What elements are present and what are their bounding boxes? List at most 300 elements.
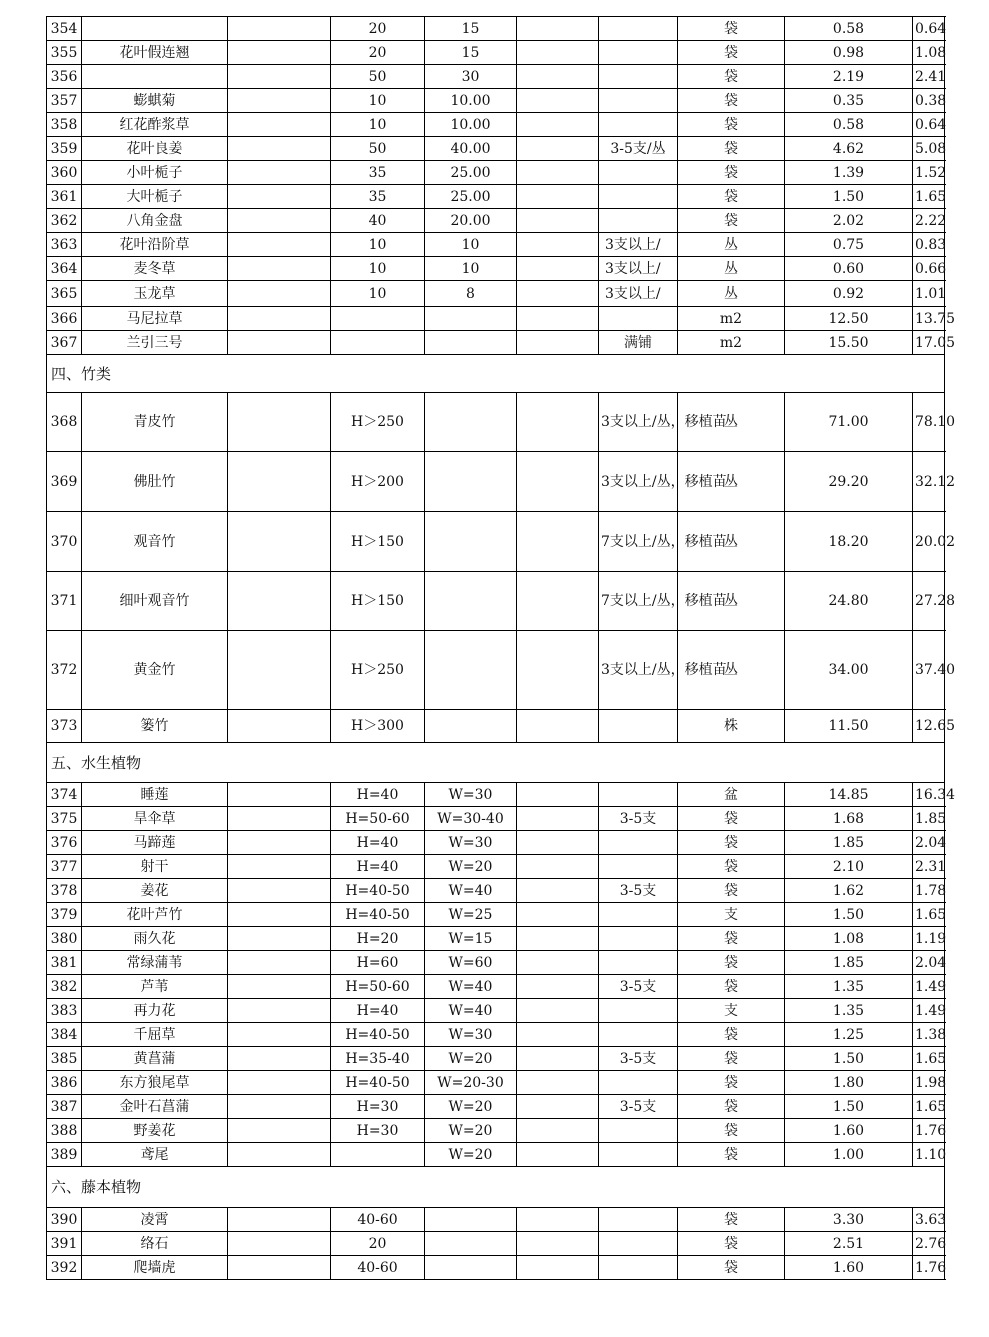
plant-name: 络石 (82, 1232, 228, 1256)
price-1: 1.60 (785, 1119, 913, 1143)
spec-height: H=50-60 (331, 807, 425, 831)
price-2: 2.31 (913, 855, 945, 879)
spec-height: H＞250 (331, 393, 425, 452)
empty-cell (517, 1119, 599, 1143)
table-row (47, 783, 945, 807)
price-2: 20.02 (913, 512, 945, 572)
price-2: 1.78 (913, 879, 945, 903)
price-1: 3.30 (785, 1208, 913, 1232)
row-number: 371 (47, 572, 82, 631)
section-header-row (47, 355, 945, 393)
plant-name: 兰引三号 (82, 331, 228, 355)
row-number: 354 (47, 17, 82, 41)
plant-name: 细叶观音竹 (82, 572, 228, 631)
empty-cell (517, 855, 599, 879)
row-number: 387 (47, 1095, 82, 1119)
spec-width (425, 452, 517, 512)
spec-height: H=40 (331, 783, 425, 807)
empty-cell (517, 41, 599, 65)
price-1: 2.10 (785, 855, 913, 879)
empty-cell (228, 927, 331, 951)
table-row (47, 879, 945, 903)
plant-name: 花叶芦竹 (82, 903, 228, 927)
plant-name: 马尼拉草 (82, 307, 228, 331)
unit: 袋 (678, 1095, 785, 1119)
table-row (47, 512, 945, 572)
price-1: 0.92 (785, 281, 913, 307)
empty-cell (228, 89, 331, 113)
table-row (47, 89, 945, 113)
note (599, 1208, 678, 1232)
row-number: 355 (47, 41, 82, 65)
table-row (47, 307, 945, 331)
spec-width: W=60 (425, 951, 517, 975)
note (599, 307, 678, 331)
empty-cell (517, 257, 599, 281)
plant-name: 玉龙草 (82, 281, 228, 307)
note: 3-5支 (599, 879, 678, 903)
row-number: 367 (47, 331, 82, 355)
spec-height: 50 (331, 137, 425, 161)
price-1: 1.35 (785, 975, 913, 999)
spec-width: W=20 (425, 1119, 517, 1143)
table-row (47, 452, 945, 512)
empty-cell (228, 452, 331, 512)
price-2: 0.38 (913, 89, 945, 113)
spec-width: W=30 (425, 831, 517, 855)
spec-height: 40 (331, 209, 425, 233)
price-1: 14.85 (785, 783, 913, 807)
spec-width: W=30-40 (425, 807, 517, 831)
table-row (47, 209, 945, 233)
price-2: 5.08 (913, 137, 945, 161)
empty-cell (517, 1143, 599, 1167)
row-number: 377 (47, 855, 82, 879)
spec-height: H=40 (331, 999, 425, 1023)
empty-cell (228, 951, 331, 975)
note: 3支以上/丛，移植苗 (599, 393, 678, 452)
note: 3-5支/丛 (599, 137, 678, 161)
plant-name: 千屈草 (82, 1023, 228, 1047)
unit: 丛 (678, 393, 785, 452)
unit: 丛 (678, 572, 785, 631)
row-number: 364 (47, 257, 82, 281)
spec-width: W=40 (425, 999, 517, 1023)
plant-name: 常绿蒲苇 (82, 951, 228, 975)
plant-name: 红花酢浆草 (82, 113, 228, 137)
unit: 袋 (678, 1047, 785, 1071)
note-text: 3支以上/ (605, 285, 661, 302)
unit: 袋 (678, 1023, 785, 1047)
price-2: 0.64 (913, 17, 945, 41)
spec-width (425, 393, 517, 452)
empty-cell (517, 1095, 599, 1119)
section-title: 四、竹类 (47, 355, 945, 393)
spec-width: W=40 (425, 975, 517, 999)
row-number: 370 (47, 512, 82, 572)
empty-cell (517, 113, 599, 137)
price-1: 34.00 (785, 631, 913, 710)
empty-cell (517, 137, 599, 161)
table-row (47, 393, 945, 452)
unit: 袋 (678, 1071, 785, 1095)
spec-height: 20 (331, 17, 425, 41)
empty-cell (228, 855, 331, 879)
price-2: 32.12 (913, 452, 945, 512)
price-2: 1.08 (913, 41, 945, 65)
price-2: 1.10 (913, 1143, 945, 1167)
plant-name: 八角金盘 (82, 209, 228, 233)
plant-name: 青皮竹 (82, 393, 228, 452)
empty-cell (228, 879, 331, 903)
plant-name: 马蹄莲 (82, 831, 228, 855)
plant-name: 东方狼尾草 (82, 1071, 228, 1095)
price-2: 2.76 (913, 1232, 945, 1256)
table-row (47, 113, 945, 137)
empty-cell (517, 393, 599, 452)
empty-cell (228, 65, 331, 89)
spec-height: H=40-50 (331, 1023, 425, 1047)
spec-height: 40-60 (331, 1256, 425, 1280)
empty-cell (228, 999, 331, 1023)
unit: 丛 (678, 452, 785, 512)
row-number: 389 (47, 1143, 82, 1167)
price-2: 2.41 (913, 65, 945, 89)
unit: 袋 (678, 807, 785, 831)
note (599, 855, 678, 879)
note (599, 17, 678, 41)
spec-height: H=30 (331, 1095, 425, 1119)
price-2: 1.85 (913, 807, 945, 831)
unit: 袋 (678, 65, 785, 89)
price-2: 1.65 (913, 903, 945, 927)
price-1: 0.35 (785, 89, 913, 113)
empty-cell (517, 512, 599, 572)
spec-height: H=35-40 (331, 1047, 425, 1071)
plant-name: 野姜花 (82, 1119, 228, 1143)
note: 3-5支 (599, 807, 678, 831)
empty-cell (517, 161, 599, 185)
row-number: 360 (47, 161, 82, 185)
price-2: 1.65 (913, 1047, 945, 1071)
unit: 支 (678, 999, 785, 1023)
empty-cell (228, 631, 331, 710)
row-number: 373 (47, 710, 82, 743)
plant-name: 再力花 (82, 999, 228, 1023)
table-row (47, 233, 945, 257)
spec-height: H=50-60 (331, 975, 425, 999)
empty-cell (228, 41, 331, 65)
plant-name: 蟛蜞菊 (82, 89, 228, 113)
empty-cell (228, 137, 331, 161)
spec-height: H=60 (331, 951, 425, 975)
spec-height: 10 (331, 281, 425, 307)
note (599, 41, 678, 65)
note: 3-5支 (599, 1047, 678, 1071)
row-number: 369 (47, 452, 82, 512)
unit: m2 (678, 331, 785, 355)
table-row (47, 185, 945, 209)
unit: 袋 (678, 975, 785, 999)
note (599, 783, 678, 807)
empty-cell (228, 393, 331, 452)
plant-name (82, 17, 228, 41)
spec-width: W=15 (425, 927, 517, 951)
spec-width (425, 572, 517, 631)
row-number: 391 (47, 1232, 82, 1256)
plant-name: 佛肚竹 (82, 452, 228, 512)
spec-width: W=20 (425, 1143, 517, 1167)
price-1: 12.50 (785, 307, 913, 331)
unit: 株 (678, 710, 785, 743)
price-1: 1.85 (785, 951, 913, 975)
price-2: 17.05 (913, 331, 945, 355)
row-number: 384 (47, 1023, 82, 1047)
plant-name: 麦冬草 (82, 257, 228, 281)
empty-cell (228, 331, 331, 355)
price-1: 2.02 (785, 209, 913, 233)
price-2: 2.04 (913, 831, 945, 855)
spec-width: W=20-30 (425, 1071, 517, 1095)
price-2: 1.65 (913, 185, 945, 209)
empty-cell (228, 161, 331, 185)
unit: 袋 (678, 1119, 785, 1143)
plant-name: 金叶石菖蒲 (82, 1095, 228, 1119)
unit: 袋 (678, 185, 785, 209)
note (599, 1232, 678, 1256)
table-row (47, 975, 945, 999)
empty-cell (228, 281, 331, 307)
empty-cell (228, 17, 331, 41)
note (599, 1071, 678, 1095)
price-1: 1.50 (785, 1095, 913, 1119)
table-row (47, 1143, 945, 1167)
spec-width: W=20 (425, 855, 517, 879)
note-text: 3支以上/ (605, 236, 661, 253)
row-number: 376 (47, 831, 82, 855)
row-number: 365 (47, 281, 82, 307)
table-row (47, 1119, 945, 1143)
empty-cell (517, 65, 599, 89)
plant-name: 花叶假连翘 (82, 41, 228, 65)
price-1: 1.35 (785, 999, 913, 1023)
price-1: 29.20 (785, 452, 913, 512)
table-row (47, 161, 945, 185)
plant-name: 大叶栀子 (82, 185, 228, 209)
row-number: 386 (47, 1071, 82, 1095)
price-1: 15.50 (785, 331, 913, 355)
price-2: 1.52 (913, 161, 945, 185)
plant-name: 花叶沿阶草 (82, 233, 228, 257)
unit: 袋 (678, 1208, 785, 1232)
section-header-row (47, 1167, 945, 1208)
note: 7支以上/丛，移植苗 (599, 512, 678, 572)
empty-cell (517, 17, 599, 41)
spec-height: H=40-50 (331, 879, 425, 903)
table-row (47, 1047, 945, 1071)
spec-width: 25.00 (425, 161, 517, 185)
empty-cell (517, 1256, 599, 1280)
empty-cell (228, 1095, 331, 1119)
table-body (47, 17, 956, 1280)
spec-height (331, 331, 425, 355)
unit: 袋 (678, 831, 785, 855)
empty-cell (517, 209, 599, 233)
unit: 丛 (678, 257, 785, 281)
table-row (47, 999, 945, 1023)
empty-cell (517, 307, 599, 331)
spec-height: 10 (331, 233, 425, 257)
spec-height: H=20 (331, 927, 425, 951)
spec-height: 20 (331, 41, 425, 65)
spec-height: 35 (331, 185, 425, 209)
table-row (47, 1208, 945, 1232)
note (599, 1119, 678, 1143)
empty-cell (517, 1208, 599, 1232)
empty-cell (228, 1071, 331, 1095)
row-number: 362 (47, 209, 82, 233)
empty-cell (517, 999, 599, 1023)
note (599, 903, 678, 927)
row-number: 375 (47, 807, 82, 831)
empty-cell (228, 807, 331, 831)
plant-name: 旱伞草 (82, 807, 228, 831)
spec-width (425, 331, 517, 355)
row-number: 361 (47, 185, 82, 209)
spec-height: H=40 (331, 831, 425, 855)
note (599, 209, 678, 233)
plant-name: 睡莲 (82, 783, 228, 807)
unit: 袋 (678, 209, 785, 233)
table-row (47, 1071, 945, 1095)
note: 3-5支 (599, 975, 678, 999)
plant-name: 花叶良姜 (82, 137, 228, 161)
empty-cell (517, 807, 599, 831)
note (599, 1256, 678, 1280)
spec-width: W=25 (425, 903, 517, 927)
row-number: 356 (47, 65, 82, 89)
spec-height: 50 (331, 65, 425, 89)
price-1: 2.51 (785, 1232, 913, 1256)
price-1: 1.50 (785, 185, 913, 209)
spec-width: 30 (425, 65, 517, 89)
price-2: 13.75 (913, 307, 945, 331)
price-1: 1.60 (785, 1256, 913, 1280)
empty-cell (517, 1232, 599, 1256)
note (599, 831, 678, 855)
plant-name: 篓竹 (82, 710, 228, 743)
price-2: 16.34 (913, 783, 945, 807)
unit: 袋 (678, 1232, 785, 1256)
spec-width: 40.00 (425, 137, 517, 161)
spec-height: H＞150 (331, 512, 425, 572)
spec-height: H=40-50 (331, 1071, 425, 1095)
empty-cell (228, 1047, 331, 1071)
table-row (47, 903, 945, 927)
unit: 袋 (678, 927, 785, 951)
plant-name: 小叶栀子 (82, 161, 228, 185)
spec-height: H＞150 (331, 572, 425, 631)
table-row (47, 331, 945, 355)
spec-height: H＞300 (331, 710, 425, 743)
price-2: 1.65 (913, 1095, 945, 1119)
empty-cell (228, 710, 331, 743)
empty-cell (228, 1023, 331, 1047)
row-number: 357 (47, 89, 82, 113)
empty-cell (517, 572, 599, 631)
spec-width: 15 (425, 17, 517, 41)
plant-name: 芦苇 (82, 975, 228, 999)
note (599, 1023, 678, 1047)
price-1: 1.39 (785, 161, 913, 185)
section-title: 五、水生植物 (47, 743, 945, 783)
price-1: 1.50 (785, 903, 913, 927)
price-2: 1.76 (913, 1119, 945, 1143)
price-1: 0.98 (785, 41, 913, 65)
note (599, 233, 678, 257)
unit: 袋 (678, 951, 785, 975)
row-number: 379 (47, 903, 82, 927)
empty-cell (517, 783, 599, 807)
unit: 袋 (678, 1256, 785, 1280)
spec-width: W=40 (425, 879, 517, 903)
empty-cell (517, 233, 599, 257)
spec-height: 20 (331, 1232, 425, 1256)
price-2: 0.64 (913, 113, 945, 137)
price-1: 0.58 (785, 113, 913, 137)
unit: 盆 (678, 783, 785, 807)
note: 7支以上/丛，移植苗 (599, 572, 678, 631)
spec-width (425, 1232, 517, 1256)
table-row (47, 927, 945, 951)
table-row (47, 951, 945, 975)
empty-cell (228, 209, 331, 233)
row-number: 382 (47, 975, 82, 999)
table-row (47, 65, 945, 89)
note: 3支以上/丛，移植苗 (599, 452, 678, 512)
empty-cell (517, 879, 599, 903)
spec-width (425, 1208, 517, 1232)
spec-width: 25.00 (425, 185, 517, 209)
empty-cell (228, 1143, 331, 1167)
price-2: 1.49 (913, 999, 945, 1023)
table-row (47, 41, 945, 65)
plant-name: 鸢尾 (82, 1143, 228, 1167)
spec-height: 10 (331, 89, 425, 113)
empty-cell (228, 1208, 331, 1232)
note (599, 113, 678, 137)
empty-cell (517, 903, 599, 927)
table-row (47, 831, 945, 855)
price-1: 0.60 (785, 257, 913, 281)
table-row (47, 572, 945, 631)
row-number: 372 (47, 631, 82, 710)
price-2: 37.40 (913, 631, 945, 710)
row-number: 385 (47, 1047, 82, 1071)
empty-cell (228, 1119, 331, 1143)
spec-height: 40-60 (331, 1208, 425, 1232)
spec-width: 10.00 (425, 113, 517, 137)
row-number: 381 (47, 951, 82, 975)
spec-width: W=30 (425, 783, 517, 807)
unit: 袋 (678, 41, 785, 65)
spec-height: 35 (331, 161, 425, 185)
price-2: 1.49 (913, 975, 945, 999)
empty-cell (228, 903, 331, 927)
spec-height: H＞200 (331, 452, 425, 512)
row-number: 358 (47, 113, 82, 137)
spec-height: H=30 (331, 1119, 425, 1143)
